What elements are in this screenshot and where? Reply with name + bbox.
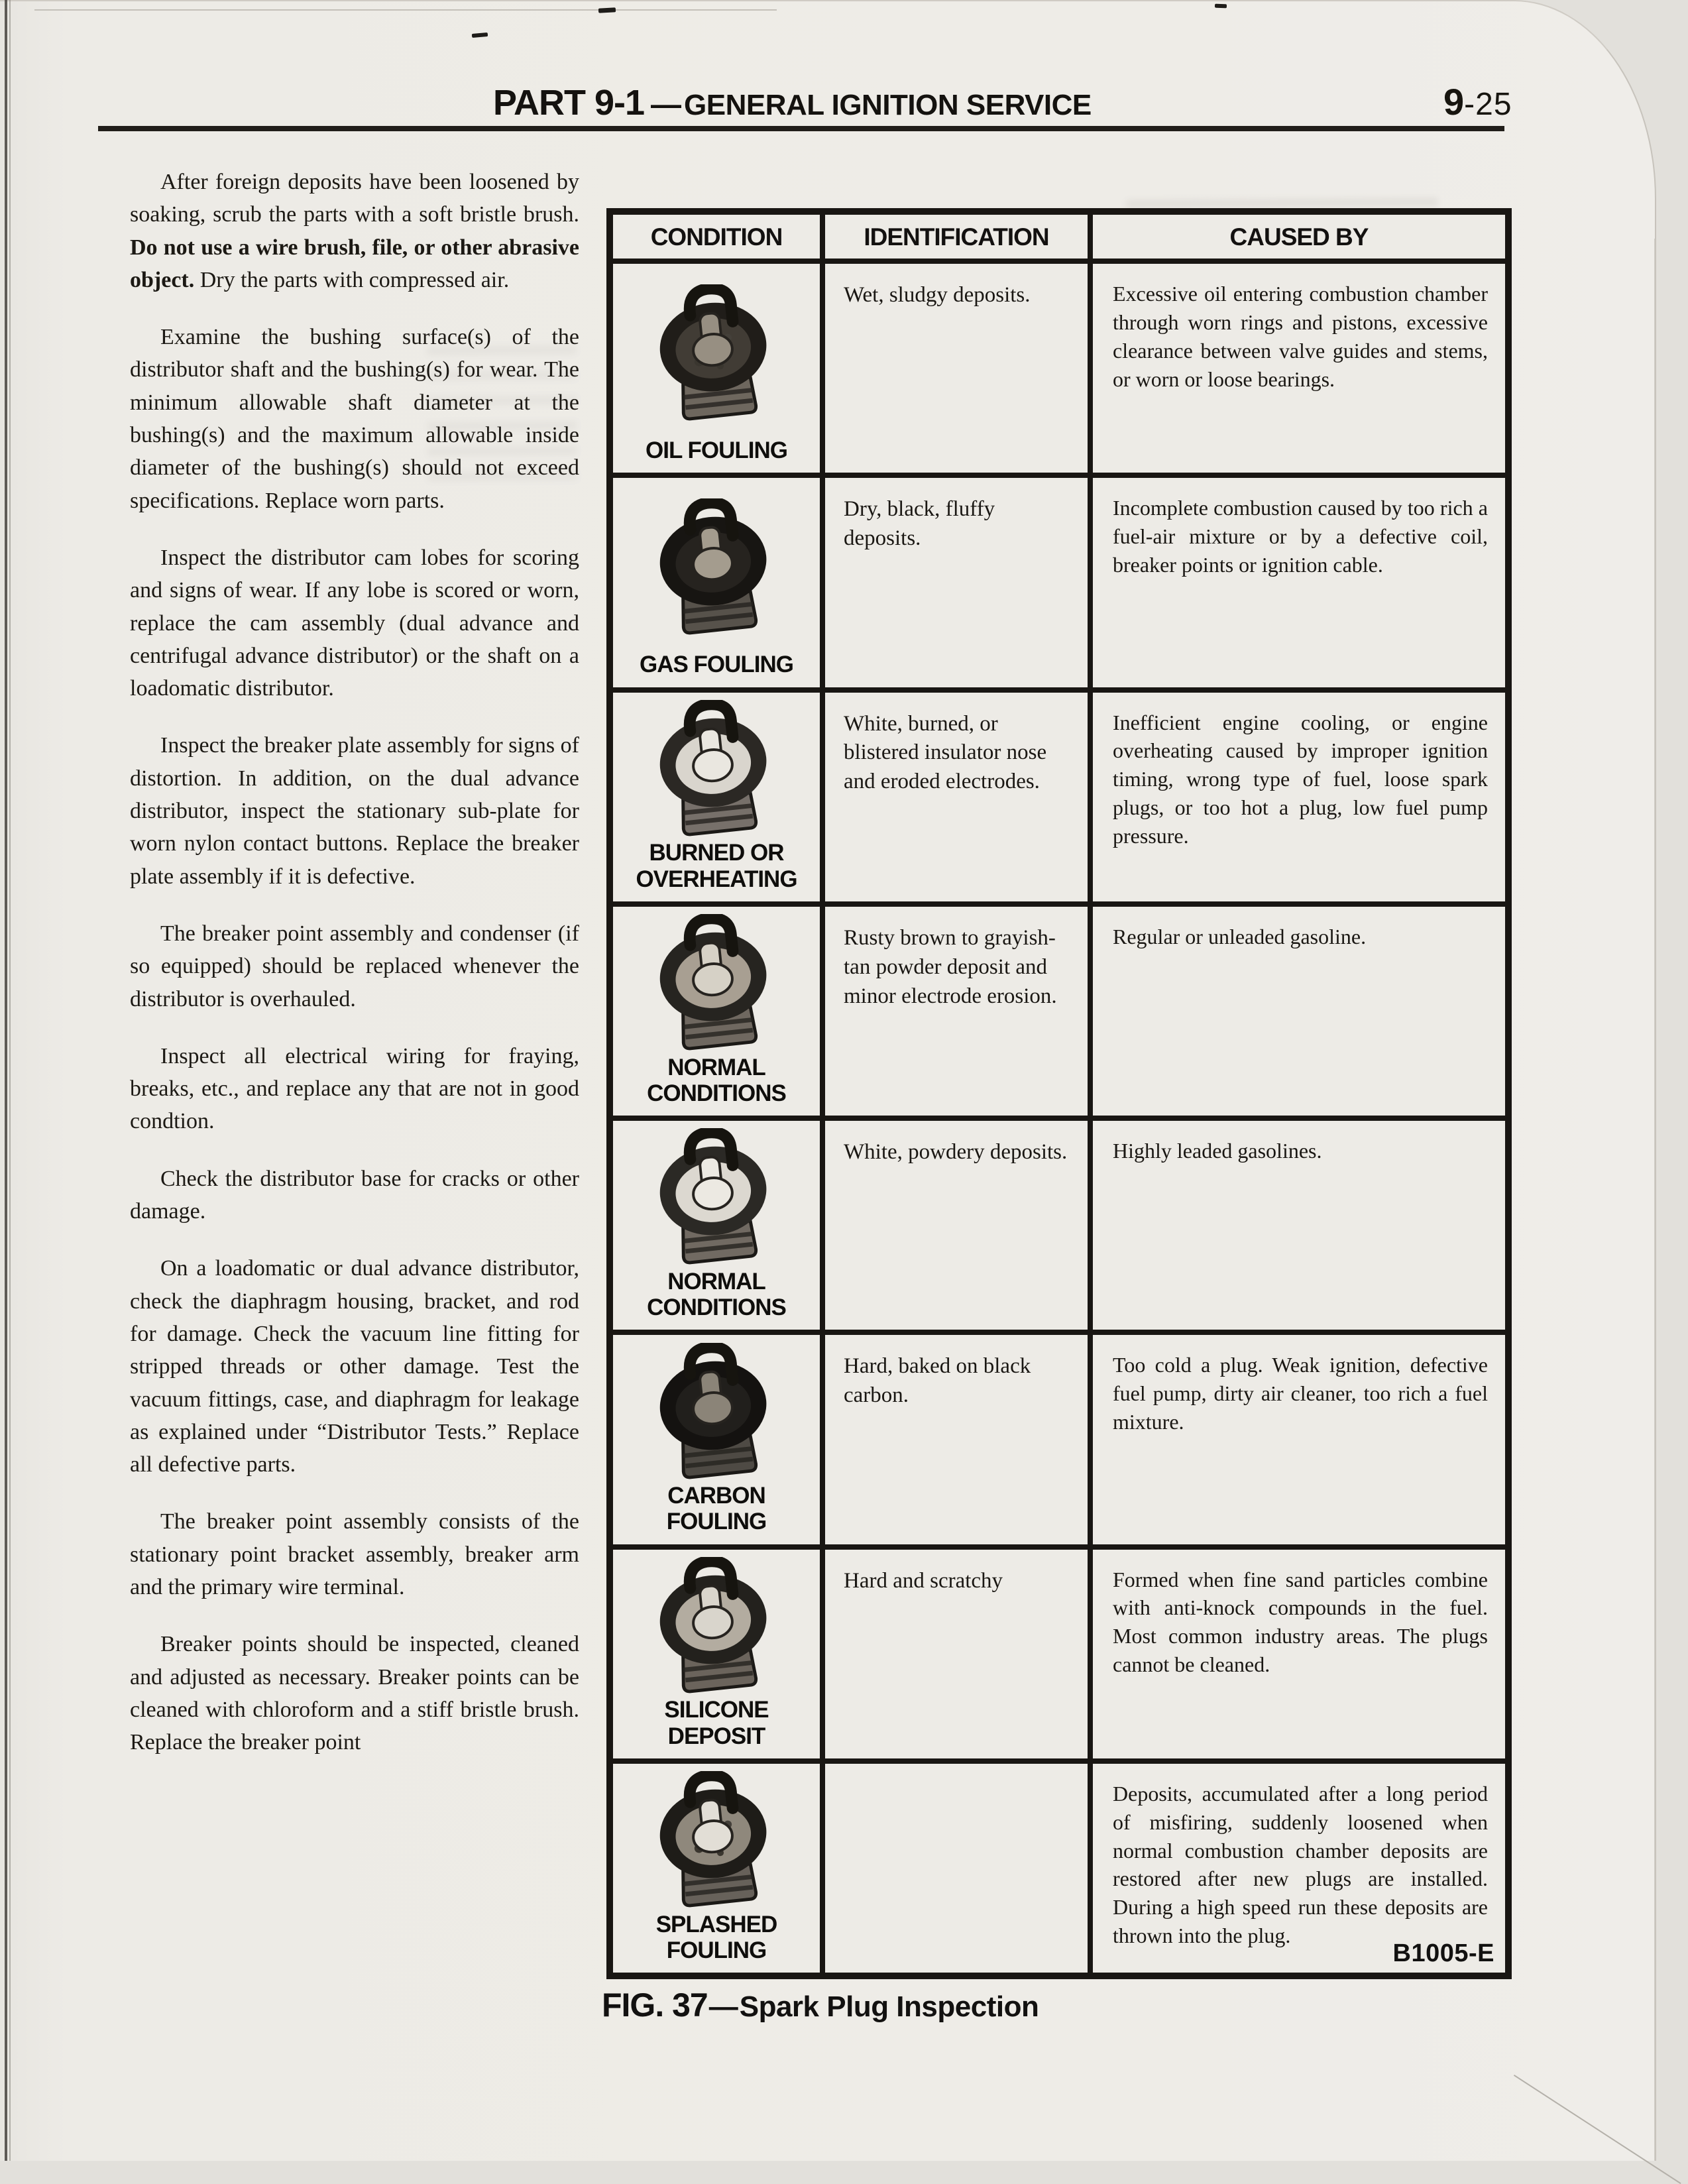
figure-label: FIG. 37 <box>602 1986 708 2024</box>
page-header <box>493 85 1092 121</box>
spark-plug-image <box>638 1126 795 1269</box>
identification-cell <box>825 1764 1088 1973</box>
spark-plug-image <box>638 269 795 437</box>
identification-cell: Rusty brown to grayish-tan powder deposit and minor electrode erosion. <box>825 907 1088 1116</box>
spark-plug-image <box>638 1769 795 1912</box>
spark-plug-inspection-table <box>606 208 1512 1979</box>
part-label: PART 9-1 <box>493 83 645 123</box>
left-column <box>130 166 579 1783</box>
header-dash: — <box>651 87 682 121</box>
body-paragraph: Inspect all electrical wiring for fraying, breaks, etc., and replace any that are not in good condtion. <box>130 1043 579 1134</box>
figure-caption <box>602 1988 1039 2022</box>
caused-by-cell: Inefficient engine cooling, or engine overheating caused by improper ignition timing, wrong type of fuel, loose spark plugs, or too hot a plug, low fuel pump pressure. <box>1093 693 1505 901</box>
page-edge-line <box>1654 239 1656 2161</box>
body-paragraph: Examine the bushing surface(s) of the distributor shaft and the bushing(s) for wear. The minimum allowable shaft diameter at the bushing(s) and the maximum allowable inside diameter of the bushing(s) should not exceed specifications. Replace worn parts. <box>130 325 579 513</box>
spark-plug-illustration <box>638 1128 795 1266</box>
body-paragraph: After foreign deposits have been loosened by soaking, scrub the parts with a soft bristle brush. Do not use a wire brush, file, or other abrasive object. Dry the parts with compressed air. <box>130 170 579 292</box>
spark-plug-illustration <box>638 1343 795 1481</box>
column-header-condition: CONDITION <box>613 215 820 259</box>
identification-cell: Hard and scratchy <box>825 1550 1088 1758</box>
condition-cell <box>613 1121 820 1330</box>
scan-speck <box>1215 4 1227 9</box>
condition-label: NORMAL CONDITIONS <box>647 1054 786 1106</box>
condition-label: GAS FOULING <box>639 652 794 678</box>
caption-title: Spark Plug Inspection <box>739 1990 1039 2023</box>
spark-plug-illustration <box>638 1771 795 1909</box>
condition-label: NORMAL CONDITIONS <box>647 1268 786 1321</box>
caused-by-cell: Formed when fine sand particles combine with anti-knock compounds in the fuel. Most common industry areas. The plugs cannot be cleaned. <box>1093 1550 1505 1758</box>
binding-edge-line <box>5 0 7 2161</box>
body-paragraph: The breaker point assembly consists of the stationary point bracket assembly, breaker arm and the primary wire terminal. <box>130 1509 579 1599</box>
caused-by-cell: Too cold a plug. Weak ignition, defective fuel pump, dirty air cleaner, too rich a fuel mixture. <box>1093 1335 1505 1544</box>
condition-cell <box>613 1550 820 1758</box>
column-header-identification: IDENTIFICATION <box>825 215 1088 259</box>
header-rule <box>98 126 1504 131</box>
identification-cell: White, burned, or blistered insulator nose and eroded electrodes. <box>825 693 1088 901</box>
figure-code: B1005-E <box>1392 1939 1494 1967</box>
scan-speck <box>598 7 616 13</box>
caused-by-cell: Highly leaded gasolines. <box>1093 1121 1505 1330</box>
spark-plug-illustration <box>638 914 795 1052</box>
condition-cell <box>613 478 820 687</box>
spark-plug-illustration <box>638 284 795 422</box>
body-paragraph: Check the distributor base for cracks or other damage. <box>130 1166 579 1224</box>
binding-edge-line-2 <box>9 0 11 2161</box>
condition-cell <box>613 693 820 901</box>
spark-plug-image <box>638 1340 795 1483</box>
caption-dash: — <box>708 1990 738 2023</box>
condition-label: BURNED OR OVERHEATING <box>636 840 797 892</box>
spark-plug-image <box>638 912 795 1055</box>
body-paragraph: Inspect the distributor cam lobes for scoring and signs of wear. If any lobe is scored or worn, replace the cam assembly (dual advance and centrifugal advance distributor) or the shaft on a loadomatic distributor. <box>130 545 579 701</box>
page-title: GENERAL IGNITION SERVICE <box>684 89 1092 121</box>
column-header-caused-by: CAUSED BY <box>1093 215 1505 259</box>
condition-cell <box>613 1335 820 1544</box>
spark-plug-image <box>638 1555 795 1697</box>
condition-cell <box>613 264 820 473</box>
condition-cell <box>613 1764 820 1973</box>
page-number-section: 9 <box>1443 81 1465 123</box>
identification-cell: Hard, baked on black carbon. <box>825 1335 1088 1544</box>
identification-cell: White, powdery deposits. <box>825 1121 1088 1330</box>
identification-cell: Wet, sludgy deposits. <box>825 264 1088 473</box>
caused-by-cell: Regular or unleaded gasoline. <box>1093 907 1505 1116</box>
body-paragraph: Inspect the breaker plate assembly for signs of distortion. In addition, on the dual advance distributor, inspect the stationary sub-plate for worn nylon contact buttons. Replace the breaker plate assembly if it is defective. <box>130 733 579 889</box>
page-number <box>1443 81 1512 123</box>
condition-label: CARBON FOULING <box>666 1483 767 1535</box>
scan-hairline <box>34 9 777 11</box>
condition-label: SILICONE DEPOSIT <box>664 1697 769 1749</box>
caused-by-cell: Excessive oil entering combustion chamber through worn rings and pistons, excessive clearance between valve guides and stems, or worn or loose bearings. <box>1093 264 1505 473</box>
caused-by-cell: Incomplete combustion caused by too rich a fuel-air mixture or by a defective coil, breaker points or ignition cable. <box>1093 478 1505 687</box>
spark-plug-illustration <box>638 1557 795 1695</box>
body-paragraph: Breaker points should be inspected, cleaned and adjusted as necessary. Breaker points can be cleaned with chloroform and a stiff bristle brush. Replace the breaker point <box>130 1632 579 1755</box>
condition-label: OIL FOULING <box>646 437 787 464</box>
condition-label: SPLASHED FOULING <box>655 1911 777 1963</box>
spark-plug-illustration <box>638 498 795 636</box>
condition-cell <box>613 907 820 1116</box>
spark-plug-illustration <box>638 700 795 838</box>
spark-plug-image <box>638 698 795 840</box>
body-paragraph: On a loadomatic or dual advance distributor, check the diaphragm housing, bracket, and rod for damage. Check the vacuum line fitting for stripped threads or other damage. Test the vacuum fittings, case, and diaphragm for leakage as explained under “Distributor Tests.” Replace all defective parts. <box>130 1256 579 1477</box>
spark-plug-image <box>638 483 795 652</box>
body-paragraph: The breaker point assembly and condenser (if so equipped) should be replaced whenever the distributor is overhauled. <box>130 921 579 1011</box>
identification-cell: Dry, black, fluffy deposits. <box>825 478 1088 687</box>
caused-by-cell: Deposits, accumulated after a long period of misfiring, suddenly loosened when normal combustion chamber deposits are restored after new plugs are installed. During a high speed run these deposits are thrown into the plug. B1005-E <box>1093 1764 1505 1973</box>
page-number-rest: -25 <box>1464 87 1512 122</box>
